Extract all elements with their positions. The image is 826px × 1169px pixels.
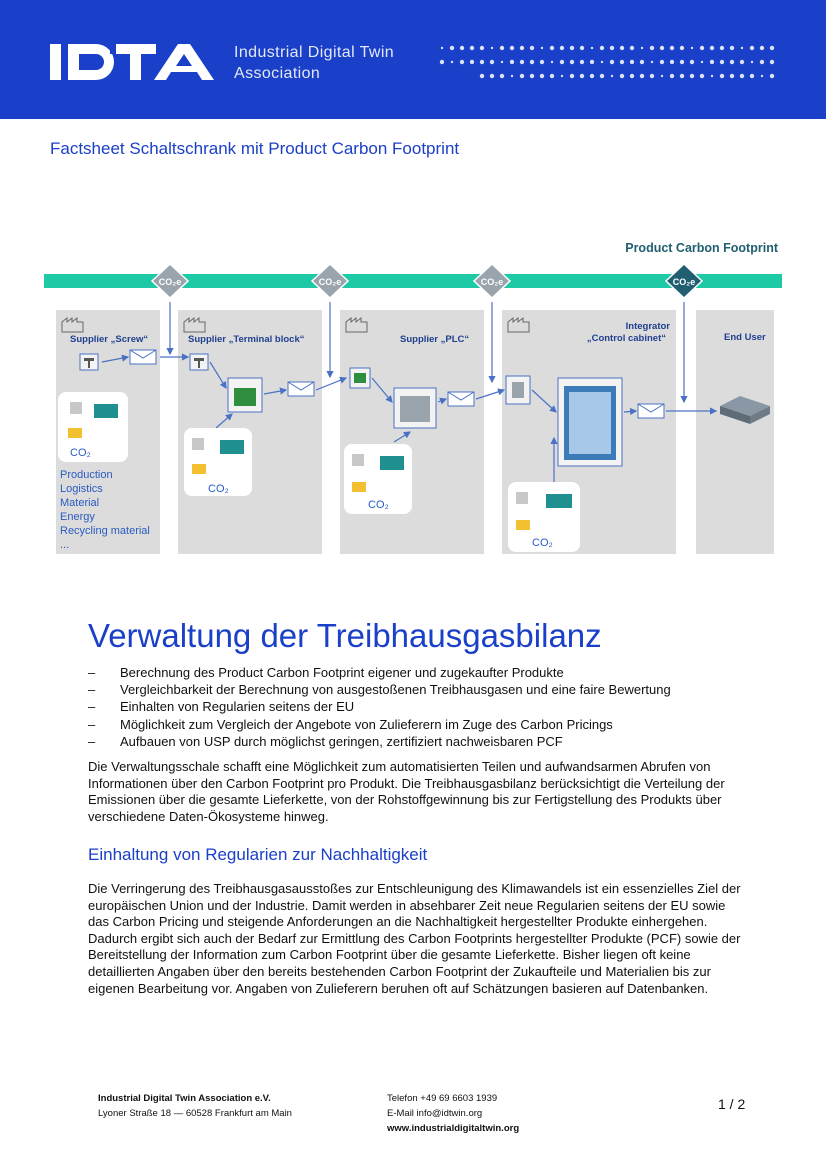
factsheet-title: Factsheet Schaltschrank mit Product Carbon Footprint xyxy=(50,139,460,158)
footprint-box-integrator xyxy=(508,482,580,552)
factor-item: Material xyxy=(60,497,100,509)
bullet-marker: – xyxy=(88,733,96,749)
stage-label-end-user: End User xyxy=(724,332,766,343)
co2e-badge-label: CO₂e xyxy=(318,277,342,287)
list-item-text: Einhalten von Regularien seitens der EU xyxy=(120,699,355,715)
stage-label-integrator-line2: „Control cabinet“ xyxy=(586,333,666,344)
stage-label-screw: Supplier „Screw“ xyxy=(70,334,149,345)
footprint-box-screw xyxy=(58,392,128,462)
header-banner xyxy=(0,0,826,119)
factor-item: Energy xyxy=(60,511,95,523)
footer-website-link[interactable]: www.industrialdigitaltwin.org xyxy=(387,1123,520,1134)
footer-address xyxy=(98,1091,292,1121)
list-item xyxy=(88,733,768,750)
list-item xyxy=(88,716,768,733)
list-item xyxy=(88,681,768,698)
list-item-text: Berechnung des Product Carbon Footprint eigener und zugekaufter Produkte xyxy=(120,665,564,680)
co2-label: CO₂ xyxy=(532,537,553,549)
stage-panel-end-user xyxy=(696,310,774,554)
benefit-list xyxy=(88,664,768,750)
list-item xyxy=(88,698,768,715)
list-item-text: Vergleichbarkeit der Berechnung von ausgestoßenen Treibhausgasen und eine faire Bewertung xyxy=(120,682,671,698)
body-paragraph: Die Verringerung des Treibhausgasausstoßes zur Entschleunigung des Klimawandels ist ein essenzielles Ziel der europäischen Union und der Industrie. Damit werden in absehbarer Zeit neue Regularien seitens der EU sowie das Carbon Pricing und steigende Anforderungen an die Nachhaltigkeit hergestellter Produkte einhergehen. Dadurch ergibt sich auch der Bedarf zur Ermittlung des Carbon Footprints hergestellter Produkte (PCF) sowie der Bereitstellung der Information zum Carbon Footprint über die gesamte Lieferkette. Bisher liegen oft keine detaillierten Angaben über den bereits bestehenden Carbon Footprint der Zukaufteile und Materialien bis zur eigenen Bearbeitung vor. Angaben von Zulieferern beruhen oft auf Schätzungen basieren auf Datenbanken. xyxy=(88,881,741,996)
stage-label-integrator-line1: Integrator xyxy=(625,321,670,332)
page-number: 1 / 2 xyxy=(718,1096,746,1112)
intro-paragraph: Die Verwaltungsschale schafft eine Möglichkeit zum automatisierten Teilen und aufwandsarmen Abrufen von Informationen über den Carbon Footprint pro Produkt. Die Treibhausgasbilanz berücksichtigt die Verteilung der Emissionen über die gesamte Lieferkette, von der Rohstoffgewinnung bis zur Fertigstellung des Produkts über verschiedene Daten-Ökosysteme hinweg. xyxy=(88,759,725,824)
stage-label-terminal-block: Supplier „Terminal block“ xyxy=(188,334,305,345)
co2e-badge xyxy=(666,264,702,298)
footer-street: Lyoner Straße 18 — 60528 Frankfurt am Main xyxy=(98,1108,292,1119)
stage-panel-plc xyxy=(340,310,484,554)
bullet-marker: – xyxy=(88,699,96,715)
factor-item: Production xyxy=(60,469,113,481)
list-item-text: Möglichkeit zum Vergleich der Angebote von Zulieferern im Zuge des Carbon Pricings xyxy=(120,716,613,732)
stage-label-plc: Supplier „PLC“ xyxy=(400,334,470,345)
list-item xyxy=(88,664,768,681)
factor-item: Logistics xyxy=(60,483,103,495)
footer-phone: Telefon +49 69 6603 1939 xyxy=(387,1093,498,1104)
co2e-badge-label: CO₂e xyxy=(158,277,182,287)
logo-line1: Industrial Digital Twin xyxy=(234,44,395,61)
pcf-label: Product Carbon Footprint xyxy=(625,241,778,255)
pcf-supply-chain-diagram xyxy=(40,232,786,562)
factor-item: ... xyxy=(60,539,70,551)
factor-item: Recycling material xyxy=(60,525,150,537)
footer-contact xyxy=(387,1091,519,1136)
co2e-badge xyxy=(312,264,348,298)
list-item-text: Aufbauen von USP durch möglichst geringen, zertifiziert nachweisbaren PCF xyxy=(120,733,563,749)
co2e-badge-label: CO₂e xyxy=(672,277,696,287)
bullet-marker: – xyxy=(88,665,96,680)
co2e-badge xyxy=(152,264,188,298)
idta-logo xyxy=(50,40,222,84)
footprint-box-plc xyxy=(344,444,412,514)
footprint-box-terminal-block xyxy=(184,428,252,496)
main-heading: Verwaltung der Treibhausgasbilanz xyxy=(88,617,602,654)
co2e-badge xyxy=(474,264,510,298)
footer-email: E-Mail info@idtwin.org xyxy=(387,1108,483,1119)
screw-icon xyxy=(80,354,98,370)
logo-text xyxy=(234,42,394,84)
co2-label: CO₂ xyxy=(368,499,389,511)
co2-label: CO₂ xyxy=(208,483,229,495)
co2-label: CO₂ xyxy=(70,447,91,459)
co2e-badge-label: CO₂e xyxy=(480,277,504,287)
footer-org: Industrial Digital Twin Association e.V. xyxy=(98,1093,271,1104)
binary-pattern-graphic xyxy=(438,44,778,80)
sub-heading: Einhaltung von Regularien zur Nachhaltigkeit xyxy=(88,845,428,864)
logo-line2: Association xyxy=(234,65,321,82)
bullet-marker: – xyxy=(88,682,96,698)
bullet-marker: – xyxy=(88,716,96,732)
